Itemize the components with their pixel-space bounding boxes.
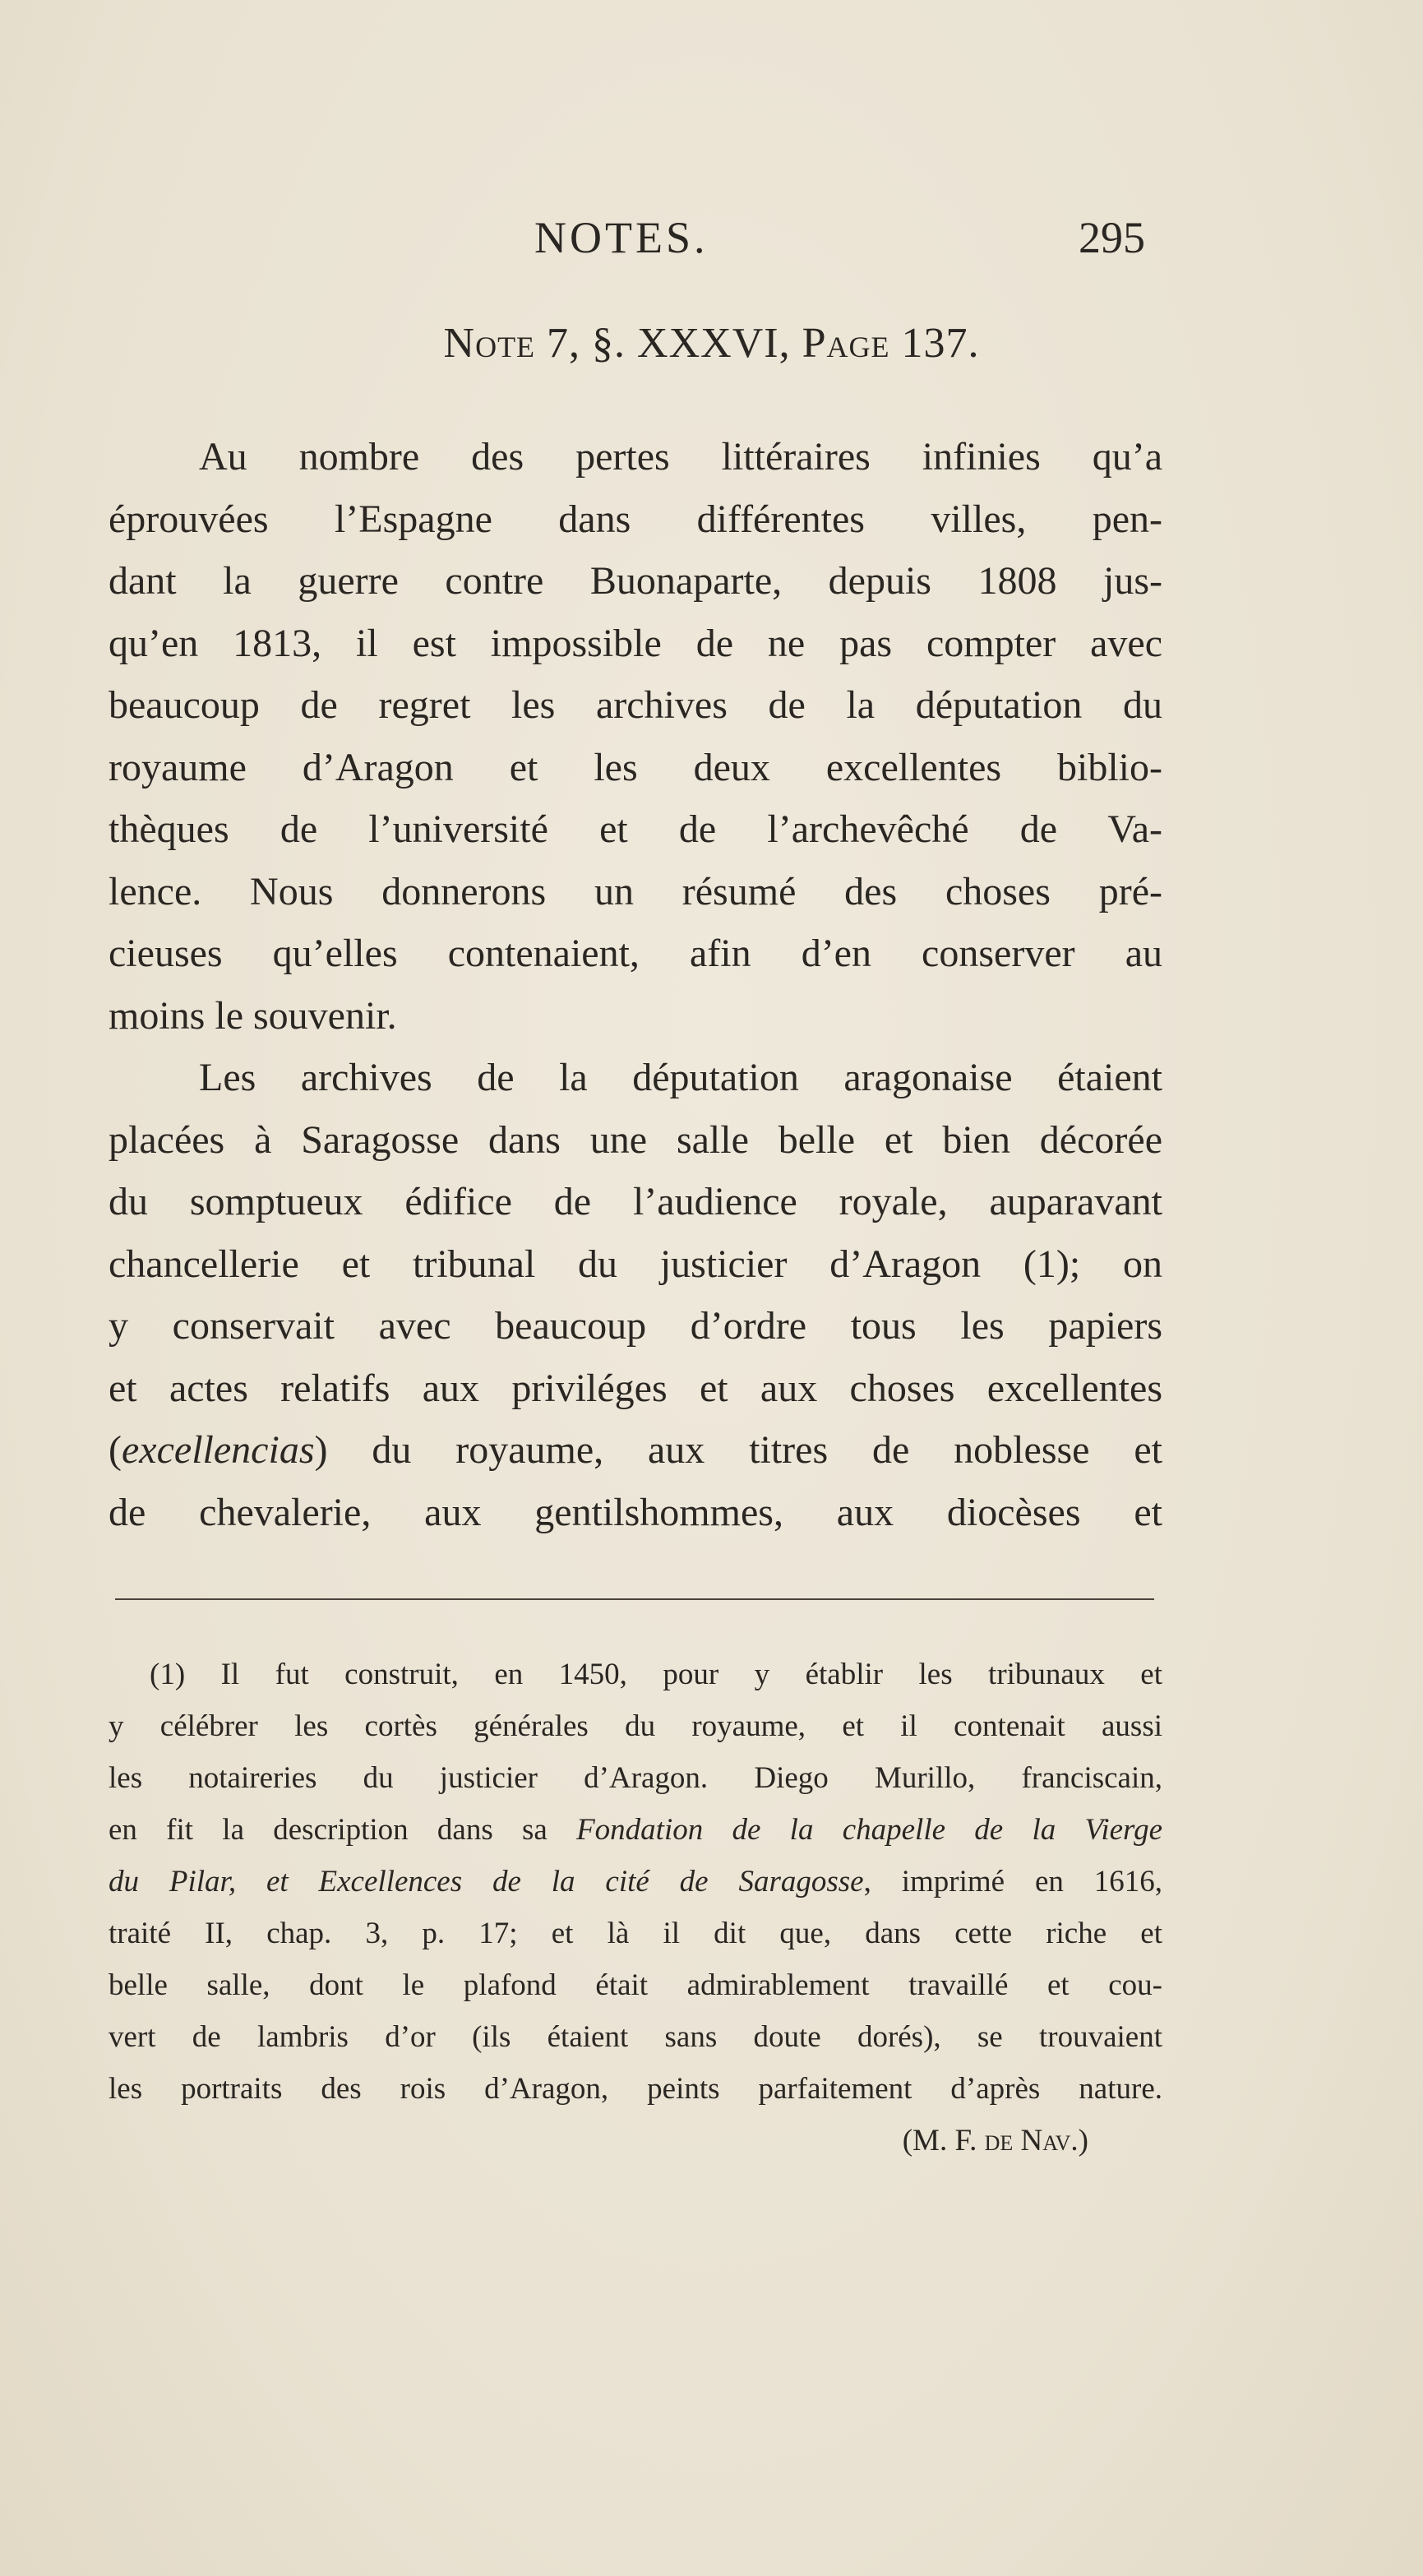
body-line	[109, 1419, 1162, 1482]
text-segment: éprouvées l’Espagne dans différentes villes, pen-	[109, 497, 1162, 541]
body-line	[109, 1357, 1162, 1420]
text-segment: qu’en 1813, il est impossible de ne pas compter avec	[109, 621, 1162, 665]
footnote-line	[109, 1752, 1162, 1804]
text-segment: belle salle, dont le plafond était admirablement travaillé et cou-	[109, 1968, 1162, 2002]
text-segment: placées à Saragosse dans une salle belle et bien décorée	[109, 1117, 1162, 1162]
text-segment: de Nav.	[984, 2124, 1079, 2157]
footnote-line	[109, 2115, 1162, 2167]
body-line	[109, 737, 1162, 799]
body-line	[109, 1295, 1162, 1357]
note-label: Note	[443, 320, 536, 367]
text-segment: moins le souvenir.	[109, 993, 397, 1038]
body-line	[109, 798, 1162, 861]
footnote-line	[109, 1959, 1162, 2011]
footnote-line	[109, 1649, 1162, 1700]
text-segment: ) du royaume, aux titres de noblesse et	[314, 1428, 1162, 1472]
text-segment: vert de lambris d’or (ils étaient sans doute dorés), se trouvaient	[109, 2020, 1162, 2054]
body-line	[109, 1233, 1162, 1296]
body-line	[109, 1109, 1162, 1172]
text-segment: , imprimé en 1616,	[863, 1865, 1162, 1898]
note-heading	[0, 319, 1423, 368]
footnote-line	[109, 2011, 1162, 2063]
text-segment: beaucoup de regret les archives de la députation du	[109, 683, 1162, 727]
page-ref: 137.	[889, 320, 980, 367]
text-segment: (1) Il fut construit, en 1450, pour y établir les tribunaux et	[150, 1658, 1162, 1691]
italic-text: du Pilar, et Excellences de la cité de Saragosse	[109, 1865, 864, 1898]
footnote-rule	[115, 1598, 1154, 1600]
text-segment: )	[1078, 2124, 1088, 2157]
footnote	[109, 1649, 1162, 2167]
text-segment: dant la guerre contre Buonaparte, depuis 1808 jus-	[109, 559, 1162, 603]
text-segment: (M. F.	[902, 2124, 985, 2157]
body-line	[109, 861, 1162, 923]
body-line	[109, 1171, 1162, 1233]
note-section: 7, §. XXXVI,	[535, 320, 802, 367]
text-segment: de chevalerie, aux gentilshommes, aux diocèses et	[109, 1490, 1162, 1534]
text-segment: cieuses qu’elles contenaient, afin d’en conserver au	[109, 932, 1162, 975]
text-segment: Les archives de la députation aragonaise étaient	[199, 1056, 1162, 1099]
footnote-line	[109, 1700, 1162, 1752]
text-segment: les portraits des rois d’Aragon, peints parfaitement d’après nature.	[109, 2072, 1162, 2106]
text-segment: traité II, chap. 3, p. 17; et là il dit que, dans cette riche et	[109, 1917, 1162, 1950]
text-segment: et actes relatifs aux priviléges et aux choses excellentes	[109, 1366, 1162, 1410]
italic-text: excellencias	[121, 1428, 315, 1472]
body-line	[109, 613, 1162, 675]
text-segment: du somptueux édifice de l’audience royale, auparavant	[109, 1180, 1162, 1223]
body-line	[109, 1482, 1162, 1544]
body-text	[109, 426, 1162, 1543]
footnote-line	[109, 1908, 1162, 1959]
text-segment: chancellerie et tribunal du justicier d’Aragon (1); on	[109, 1242, 1162, 1286]
text-segment: en fit la description dans sa	[109, 1813, 577, 1847]
text-segment: y conservait avec beaucoup d’ordre tous les papiers	[109, 1304, 1162, 1348]
footnote-line	[109, 1804, 1162, 1856]
text-segment: thèques de l’université et de l’archevêché de Va-	[109, 807, 1162, 851]
footnote-line	[109, 1856, 1162, 1908]
text-segment: royaume d’Aragon et les deux excellentes biblio-	[109, 745, 1162, 789]
body-line	[109, 674, 1162, 737]
text-segment: Au nombre des pertes littéraires infinies qu’a	[199, 435, 1162, 479]
text-segment: (	[109, 1428, 122, 1472]
body-line	[109, 488, 1162, 551]
body-line	[109, 985, 1162, 1048]
text-segment: lence. Nous donnerons un résumé des choses pré-	[109, 869, 1162, 913]
page-number: 295	[1079, 213, 1145, 262]
text-segment: les notaireries du justicier d’Aragon. Diego Murillo, franciscain,	[109, 1761, 1162, 1795]
body-line	[109, 923, 1162, 985]
footnote-line	[109, 2063, 1162, 2115]
page-label: Page	[802, 320, 890, 367]
text-segment: y célébrer les cortès générales du royaume, et il contenait aussi	[109, 1709, 1162, 1743]
body-line	[109, 550, 1162, 613]
italic-text: Fondation de la chapelle de la Vierge	[576, 1813, 1162, 1847]
body-line	[109, 426, 1162, 488]
running-title: NOTES.	[534, 213, 709, 262]
body-line	[109, 1047, 1162, 1109]
